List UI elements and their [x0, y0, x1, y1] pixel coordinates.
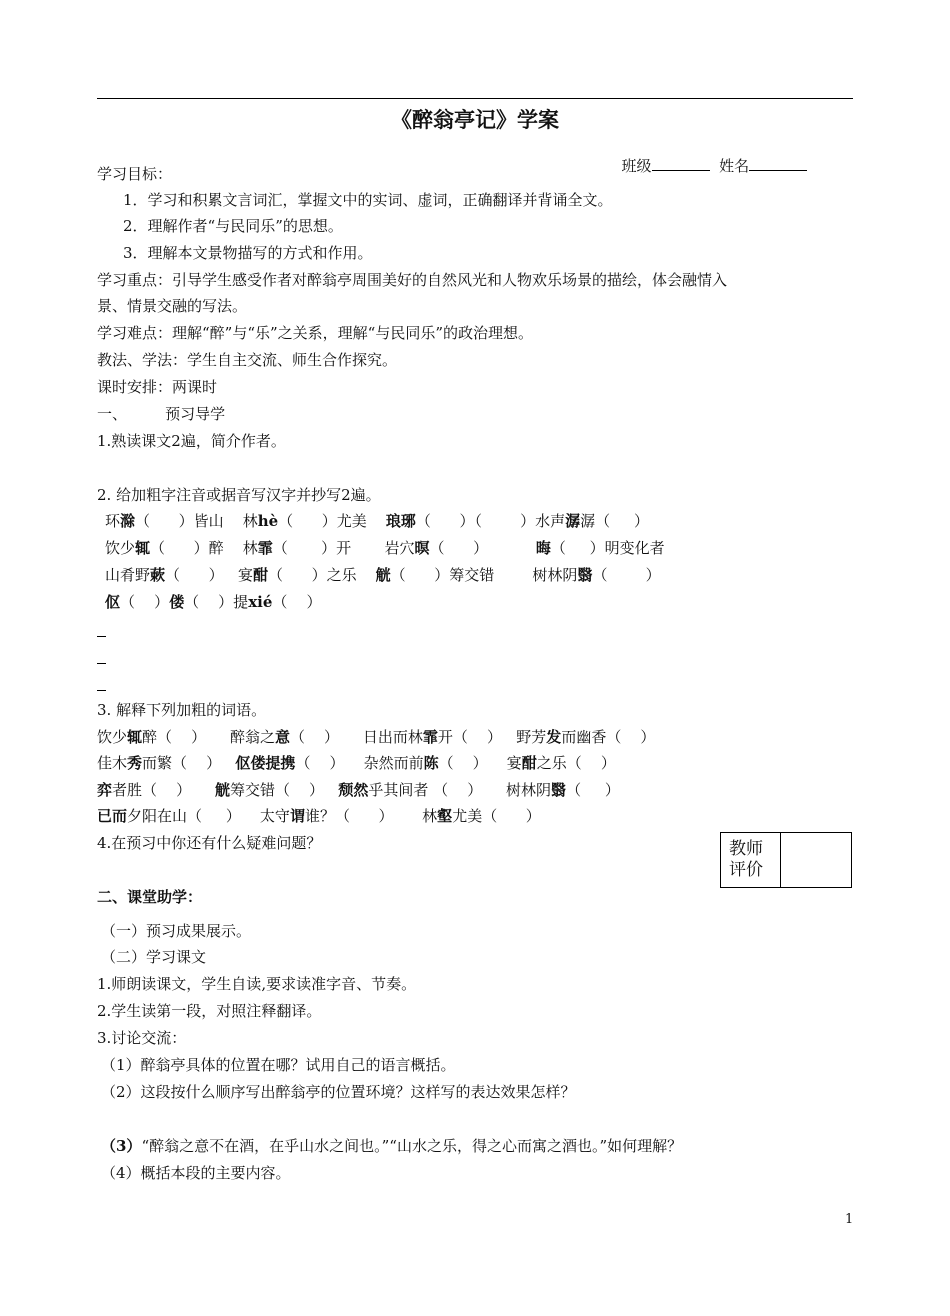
method-line: 教法、学法：学生自主交流、师生合作探究。 [97, 351, 398, 369]
class-name-fields [612, 136, 807, 176]
text-segment: 环 [105, 512, 121, 530]
bold-term: hè [257, 512, 279, 530]
text-segment: 潺（ ） [580, 512, 649, 530]
question-3: 3. 解释下列加粗的词语。 [97, 701, 267, 719]
text-segment: 而幽香（ ） [561, 728, 656, 746]
text-segment: （ ）（ ）水声 [415, 512, 566, 530]
text-segment: （ ） [272, 593, 322, 611]
bold-term: 伛 [105, 593, 121, 611]
text-segment: （ ） 日出而林 [289, 728, 423, 746]
bold-term: 辄 [135, 539, 151, 557]
bold-term: 辄 [127, 728, 143, 746]
word-row [97, 753, 616, 773]
question-4: 4.在预习中你还有什么疑难问题？ [97, 834, 322, 852]
pinyin-row [105, 511, 649, 531]
text-segment: （ ）提 [184, 593, 249, 611]
bold-term: 偻 [169, 593, 185, 611]
bold-term: 伛偻提携 [235, 754, 296, 772]
text-segment: 开（ ） 野芳 [437, 728, 547, 746]
text-segment: （ ）尤美 [278, 512, 386, 530]
class-step: （一）预习成果展示。 [101, 922, 252, 940]
bold-term: 发 [546, 728, 562, 746]
section-1-heading [97, 404, 225, 424]
text-segment: 者胜（ ） [112, 781, 215, 799]
discussion-question: （4）概括本段的主要内容。 [101, 1164, 291, 1182]
text-segment: 夕阳在山（ ） 太守 [127, 807, 290, 825]
bold-term: 霏 [422, 728, 438, 746]
bold-term: 酣 [252, 566, 268, 584]
pinyin-row [105, 538, 665, 558]
class-step: （二）学习课文 [101, 948, 207, 966]
text-segment: 佳木 [97, 754, 128, 772]
class-step: 1.师朗读课文，学生自读,要求读准字音、节奏。 [97, 975, 417, 993]
section-1-title: 预习导学 [165, 405, 226, 423]
text-segment: 筹交错（ ） [229, 781, 339, 799]
text-segment: 而繁（ ） [142, 754, 236, 772]
pinyin-row [105, 592, 321, 612]
bold-term: 觥 [214, 781, 230, 799]
pinyin-row [105, 565, 661, 585]
text-segment: 之乐（ ） [536, 754, 616, 772]
bold-term: 晦 [535, 539, 551, 557]
bold-term: 翳 [577, 566, 593, 584]
schedule-line: 课时安排：两课时 [97, 378, 218, 396]
top-rule [97, 98, 853, 99]
bold-term: 霏 [257, 539, 273, 557]
question-2: 2. 给加粗字注音或据音写汉字并抄写2遍。 [97, 486, 381, 504]
class-label: 班级 [621, 157, 652, 175]
bold-term: 秀 [127, 754, 143, 772]
objective-1: 1．学习和积累文言词汇，掌握文中的实词、虚词，正确翻译并背诵全文。 [123, 191, 613, 209]
section-2-heading: 二、课堂助学： [97, 888, 203, 906]
bold-term: 已而 [97, 807, 128, 825]
objective-3: 3．理解本文景物描写的方式和作用。 [123, 244, 373, 262]
text-segment: （ ）明变化者 [550, 539, 665, 557]
text-segment: （ ） [592, 566, 661, 584]
bold-term: 酣 [521, 754, 537, 772]
writing-line [97, 636, 106, 637]
discussion-question: （1）醉翁亭具体的位置在哪？试用自己的语言概括。 [101, 1056, 456, 1074]
text-segment: 乎其间者 （ ） 树林阴 [368, 781, 552, 799]
bold-term: 暝 [414, 539, 430, 557]
writing-line [97, 690, 106, 691]
objective-2: 2．理解作者“与民同乐”的思想。 [123, 217, 343, 235]
word-row [97, 806, 541, 826]
section-1-number: 一、 [97, 405, 128, 423]
text-segment: （ ） 宴 [438, 754, 522, 772]
text-segment: （ ） [566, 781, 620, 799]
bold-term: 蔌 [150, 566, 166, 584]
text-segment: （ ）开 岩穴 [272, 539, 415, 557]
difficulty-line: 学习难点：理解“醉”与“乐”之关系，理解“与民同乐”的政治理想。 [97, 324, 534, 342]
text-segment: 山肴野 [105, 566, 151, 584]
bold-term: 谓 [289, 807, 305, 825]
name-label: 姓名 [719, 157, 750, 175]
text-segment: 饮少 [105, 539, 136, 557]
writing-line [97, 663, 106, 664]
text-segment: （ ）皆山 林 [135, 512, 258, 530]
text-segment: （ ） 杂然而前 [295, 754, 424, 772]
discussion-question: （2）这段按什么顺序写出醉翁亭的位置环境？这样写的表达效果怎样？ [101, 1083, 576, 1101]
word-row [97, 727, 655, 747]
objectives-heading: 学习目标： [97, 165, 173, 183]
bold-term: 琅琊 [385, 512, 416, 530]
bold-term: 滁 [120, 512, 136, 530]
text-segment: （ ）之乐 [267, 566, 376, 584]
class-step: 2.学生读第一段，对照注释翻译。 [97, 1002, 322, 1020]
bold-term: 意 [274, 728, 290, 746]
text-segment: 尤美（ ） [452, 807, 541, 825]
bold-term: 颓然 [338, 781, 369, 799]
text-segment: （ ） 宴 [165, 566, 253, 584]
bold-term: xié [248, 593, 273, 611]
page-title: 《醉翁亭记》学案 [391, 107, 559, 132]
key-point-line-2: 景、情景交融的写法。 [97, 297, 248, 315]
key-point-line-1: 学习重点：引导学生感受作者对醉翁亭周围美好的自然风光和人物欢乐场景的描绘，体会融情入 [97, 271, 728, 289]
bold-term: 弈 [97, 781, 113, 799]
question-1: 1.熟读课文2遍，简介作者。 [97, 432, 286, 450]
text-segment: （ ）醉 林 [150, 539, 258, 557]
bold-term: 潺 [565, 512, 581, 530]
text-segment: 谁？（ ） 林 [304, 807, 438, 825]
bold-term: 陈 [423, 754, 439, 772]
teacher-evaluation-label: 教师 评价 [721, 833, 781, 887]
text-segment: 醉（ ） 醉翁之 [142, 728, 275, 746]
class-blank[interactable] [652, 156, 710, 171]
name-blank[interactable] [749, 156, 807, 171]
text-segment: 饮少 [97, 728, 128, 746]
teacher-evaluation-cell[interactable] [781, 833, 851, 887]
text-segment: （ ）筹交错 树林阴 [390, 566, 578, 584]
bold-term: 觥 [375, 566, 391, 584]
discussion-question-3: （3）“醉翁之意不在酒，在乎山水之间也。”“山水之乐，得之心而寓之酒也。”如何理解？ [101, 1137, 683, 1155]
bold-term: 翳 [551, 781, 567, 799]
class-step: 3.讨论交流： [97, 1029, 187, 1047]
bold-term: 壑 [437, 807, 453, 825]
word-row [97, 780, 620, 800]
page-number: 1 [845, 1212, 854, 1227]
teacher-evaluation-box [720, 832, 852, 888]
text-segment: （ ） [429, 539, 536, 557]
text-segment: （ ） [120, 593, 170, 611]
